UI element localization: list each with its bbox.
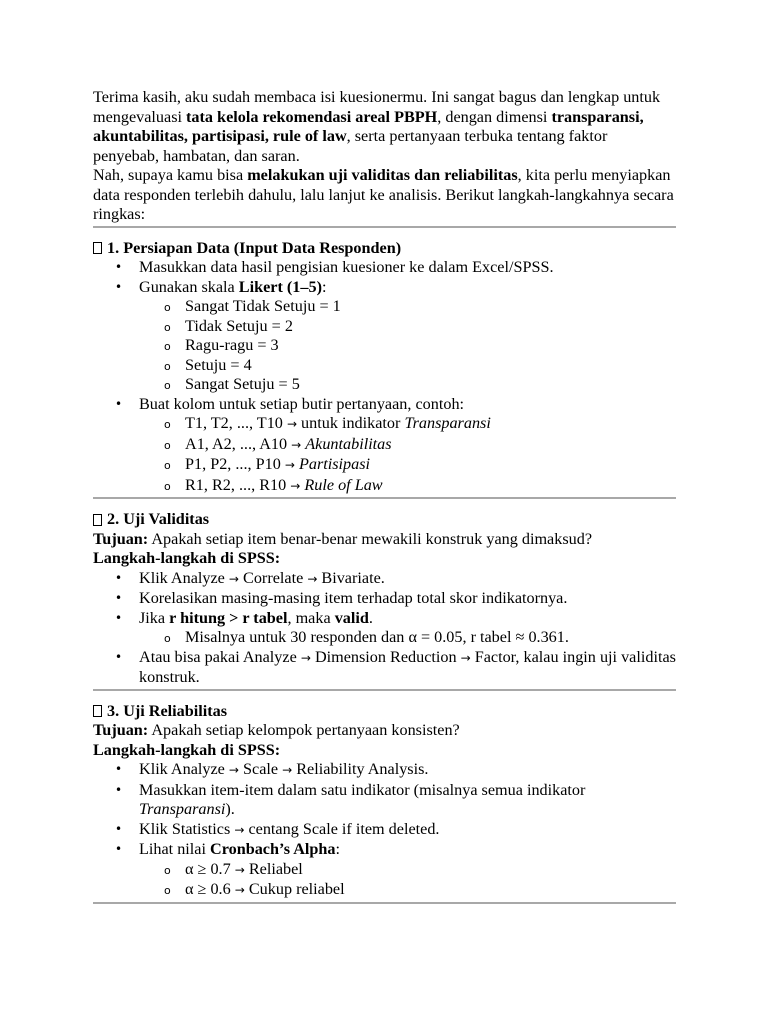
- arrow-icon: →: [234, 883, 245, 897]
- section-3-steps-label: Langkah-langkah di SPSS:: [93, 740, 281, 759]
- arrow-icon: →: [460, 650, 471, 665]
- section-1-list: [93, 258, 676, 496]
- list-item: o A1, A2, ..., A10 → Akuntabilitas: [139, 435, 676, 456]
- arrow-icon: →: [282, 763, 293, 777]
- list-item: • Atau bisa pakai Analyze → Dimension Reduction → Factor, kalau ingin uji validitas konstruk.: [93, 648, 676, 688]
- list-item: o α ≥ 0.7 → Reliabel: [139, 860, 676, 881]
- arrow-icon: →: [234, 822, 245, 837]
- intro-paragraph-1: Terima kasih, aku sudah membaca isi kuesionermu. Ini sangat bagus dan lengkap untuk mengevaluasi tata kelola rekomendasi areal PBPH, dengan dimensi transparansi, akuntabilitas, partisipasi, rule of law, serta pertanyaan terbuka tentang faktor penyebab, hambatan, dan saran.: [93, 88, 661, 165]
- list-item: • Gunakan skala Likert (1–5): o Sangat Tidak Setuju = 1 o Tidak Setuju = 2 o Ragu-ragu = 3 o Setuju = 4 o Sangat Setuju = 5: [93, 278, 676, 395]
- sublist: [139, 628, 676, 648]
- list-item: • Klik Analyze → Correlate → Bivariate.: [93, 569, 676, 590]
- section-3-title: 3. Uji Reliabilitas: [93, 702, 676, 722]
- list-item: • Klik Analyze → Scale → Reliability Analysis.: [93, 760, 676, 781]
- intro-paragraph-2: Nah, supaya kamu bisa melakukan uji validitas dan reliabilitas, kita perlu menyiapkan data responden terlebih dahulu, lalu lanjut ke analisis. Berikut langkah-langkahnya secara ringkas:: [93, 166, 674, 223]
- list-item: • Buat kolom untuk setiap butir pertanyaan, contoh: o T1, T2, ..., T10 → untuk indikator Transparansi o A1, A2, ..., A10 → Akuntabilitas o P1, P2, ..., P10 → Partisipasi o R1, R2, ..., R10 → Rule of Law: [93, 395, 676, 497]
- likert-scale-list: [139, 297, 676, 395]
- list-item: o R1, R2, ..., R10 → Rule of Law: [139, 476, 676, 497]
- list-item: • Klik Statistics → centang Scale if item deleted.: [93, 820, 676, 841]
- arrow-icon: →: [290, 478, 301, 493]
- list-item: o Ragu-ragu = 3: [139, 336, 676, 356]
- list-item: • Masukkan data hasil pengisian kuesioner ke dalam Excel/SPSS.: [93, 258, 676, 278]
- alpha-criteria-list: [139, 860, 676, 901]
- arrow-icon: →: [291, 437, 302, 452]
- list-item: o P1, P2, ..., P10 → Partisipasi: [139, 455, 676, 476]
- list-item: • Lihat nilai Cronbach’s Alpha: o α ≥ 0.7 → Reliabel o α ≥ 0.6 → Cukup reliabel: [93, 840, 676, 901]
- list-item: o Misalnya untuk 30 responden dan α = 0.05, r tabel ≈ 0.361.: [139, 628, 676, 648]
- list-item: o Tidak Setuju = 2: [139, 317, 676, 337]
- arrow-icon: →: [234, 862, 245, 877]
- document-page: [93, 88, 676, 904]
- divider: [93, 497, 676, 499]
- divider: [93, 902, 676, 904]
- arrow-icon: →: [284, 458, 295, 472]
- section-1-title: 1. Persiapan Data (Input Data Responden): [93, 239, 676, 259]
- divider: [93, 689, 676, 691]
- list-item: o Sangat Setuju = 5: [139, 375, 676, 395]
- arrow-icon: →: [228, 763, 239, 777]
- list-item: • Jika r hitung > r tabel, maka valid. o Misalnya untuk 30 responden dan α = 0.05, r tabel ≈ 0.361.: [93, 609, 676, 648]
- section-2-goal: Tujuan: Apakah setiap item benar-benar mewakili konstruk yang dimaksud?: [93, 529, 593, 548]
- checkbox-icon: [93, 242, 102, 254]
- arrow-icon: →: [307, 571, 318, 586]
- section-3-goal: Tujuan: Apakah setiap kelompok pertanyaan konsisten?: [93, 721, 460, 739]
- column-list: [139, 414, 676, 496]
- checkbox-icon: [93, 705, 102, 717]
- arrow-icon: →: [300, 650, 311, 665]
- divider: [93, 226, 676, 228]
- section-3-list: [93, 760, 676, 901]
- section-2-list: [93, 569, 676, 688]
- list-item: • Korelasikan masing-masing item terhadap total skor indikatornya.: [93, 589, 676, 609]
- list-item: o Setuju = 4: [139, 356, 676, 376]
- list-item: o α ≥ 0.6 → Cukup reliabel: [139, 880, 676, 901]
- list-item: o T1, T2, ..., T10 → untuk indikator Transparansi: [139, 414, 676, 435]
- arrow-icon: →: [228, 571, 239, 586]
- arrow-icon: →: [286, 417, 297, 431]
- list-item: o Sangat Tidak Setuju = 1: [139, 297, 676, 317]
- list-item: • Masukkan item-item dalam satu indikator (misalnya semua indikator Transparansi).: [93, 781, 676, 820]
- section-2-steps-label: Langkah-langkah di SPSS:: [93, 549, 281, 567]
- section-2-title: 2. Uji Validitas: [93, 510, 676, 530]
- checkbox-icon: [93, 514, 102, 526]
